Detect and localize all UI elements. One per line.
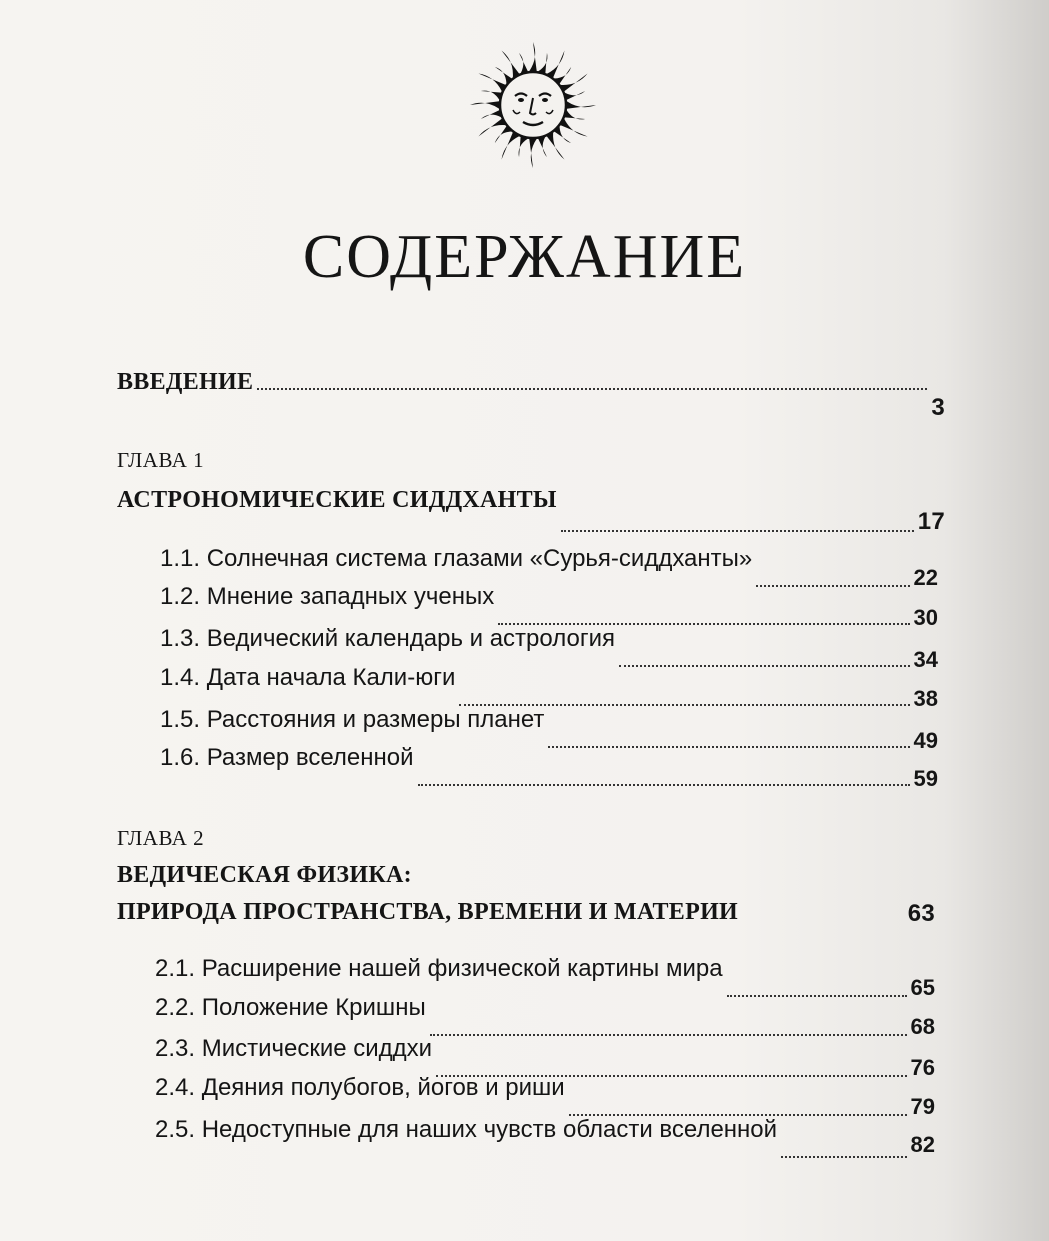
toc-page-number: 59 [913,766,938,791]
toc-page-number: 30 [913,605,938,630]
toc-section-label: 2.4. Деяния полубогов, йогов и риши [155,1074,565,1101]
sun-ray [502,132,520,159]
toc-page-number: 22 [913,565,938,590]
toc-entry-intro[interactable] [117,368,945,421]
sun-ray [560,119,587,137]
toc-section-label: 1.5. Расстояния и размеры планет [160,706,545,733]
toc-page-number: 79 [910,1094,935,1119]
toc-page-number: 3 [931,394,945,421]
toc-page-number: 68 [910,1014,935,1039]
toc-page-number: 38 [913,686,938,711]
toc-page-number: 49 [913,728,938,753]
toc-section[interactable] [160,625,938,672]
toc-section-label: 2.2. Положение Кришны [155,994,426,1021]
toc-section[interactable] [155,994,935,1039]
chapter-label: ГЛАВА 2 [117,826,205,850]
toc-entry-chapter1[interactable] [117,486,945,535]
toc-page-number: 34 [913,647,938,672]
toc-section-label: 1.3. Ведический календарь и астрология [160,625,615,652]
dot-leader [418,783,910,786]
toc-section[interactable] [160,664,938,711]
toc-section-label: 1.1. Солнечная система глазами «Сурья-сиддханты» [160,545,753,572]
page-title: СОДЕРЖАНИЕ [302,223,747,291]
dot-leader [781,1155,906,1158]
toc-section[interactable] [160,545,938,590]
dot-leader [561,529,914,532]
chapter-label: ГЛАВА 1 [117,448,205,472]
sun-ray [529,42,536,71]
toc-page-number: 65 [910,975,935,1000]
toc-section[interactable] [155,1074,935,1119]
sun-ray [481,110,501,119]
sun-ray [538,53,547,73]
sun-face-icon [468,40,598,170]
toc-entry-chapter2[interactable] [117,898,935,926]
dot-leader [257,387,927,390]
toc-entry-label: ПРИРОДА ПРОСТРАНСТВА, ВРЕМЕНИ И МАТЕРИИ [117,899,739,925]
toc-page-number: 76 [910,1055,935,1080]
toc-section-label: 2.3. Мистические сиддхи [155,1035,433,1062]
toc-section[interactable] [155,1035,935,1080]
toc-page-number: 82 [910,1132,935,1157]
sun-ray [567,101,596,108]
toc-entry-label: ВВЕДЕНИЕ [117,369,254,395]
sun-ray [519,137,528,157]
toc-section-label: 1.2. Мнение западных ученых [160,583,495,610]
sun-ray [529,139,536,168]
sun-ray [481,91,501,100]
sun-ray [565,110,585,119]
toc-section[interactable] [155,955,935,1000]
chapter-title-line: ВЕДИЧЕСКАЯ ФИЗИКА: [117,862,412,888]
sun-ray [470,101,499,108]
toc-page-number: 63 [907,900,935,927]
sun-ray [538,137,547,157]
toc-section-label: 2.1. Расширение нашей физической картины мира [155,955,723,982]
toc-section-label: 1.6. Размер вселенной [160,744,414,771]
toc-section[interactable] [155,1116,935,1157]
toc-section[interactable] [160,706,938,753]
sun-ray [547,50,565,77]
sun-ray [519,53,528,73]
dot-leader [742,917,904,918]
toc-section-label: 1.4. Дата начала Кали-юги [160,664,456,691]
sun-ray [478,74,505,92]
toc-section-label: 2.5. Недоступные для наших чувств области вселенной [155,1116,778,1143]
toc-entry-label: АСТРОНОМИЧЕСКИЕ СИДДХАНТЫ [117,487,557,513]
toc-section[interactable] [160,744,938,791]
toc-page-number: 17 [917,508,945,535]
toc-section[interactable] [160,583,938,630]
sun-ray [565,91,585,100]
